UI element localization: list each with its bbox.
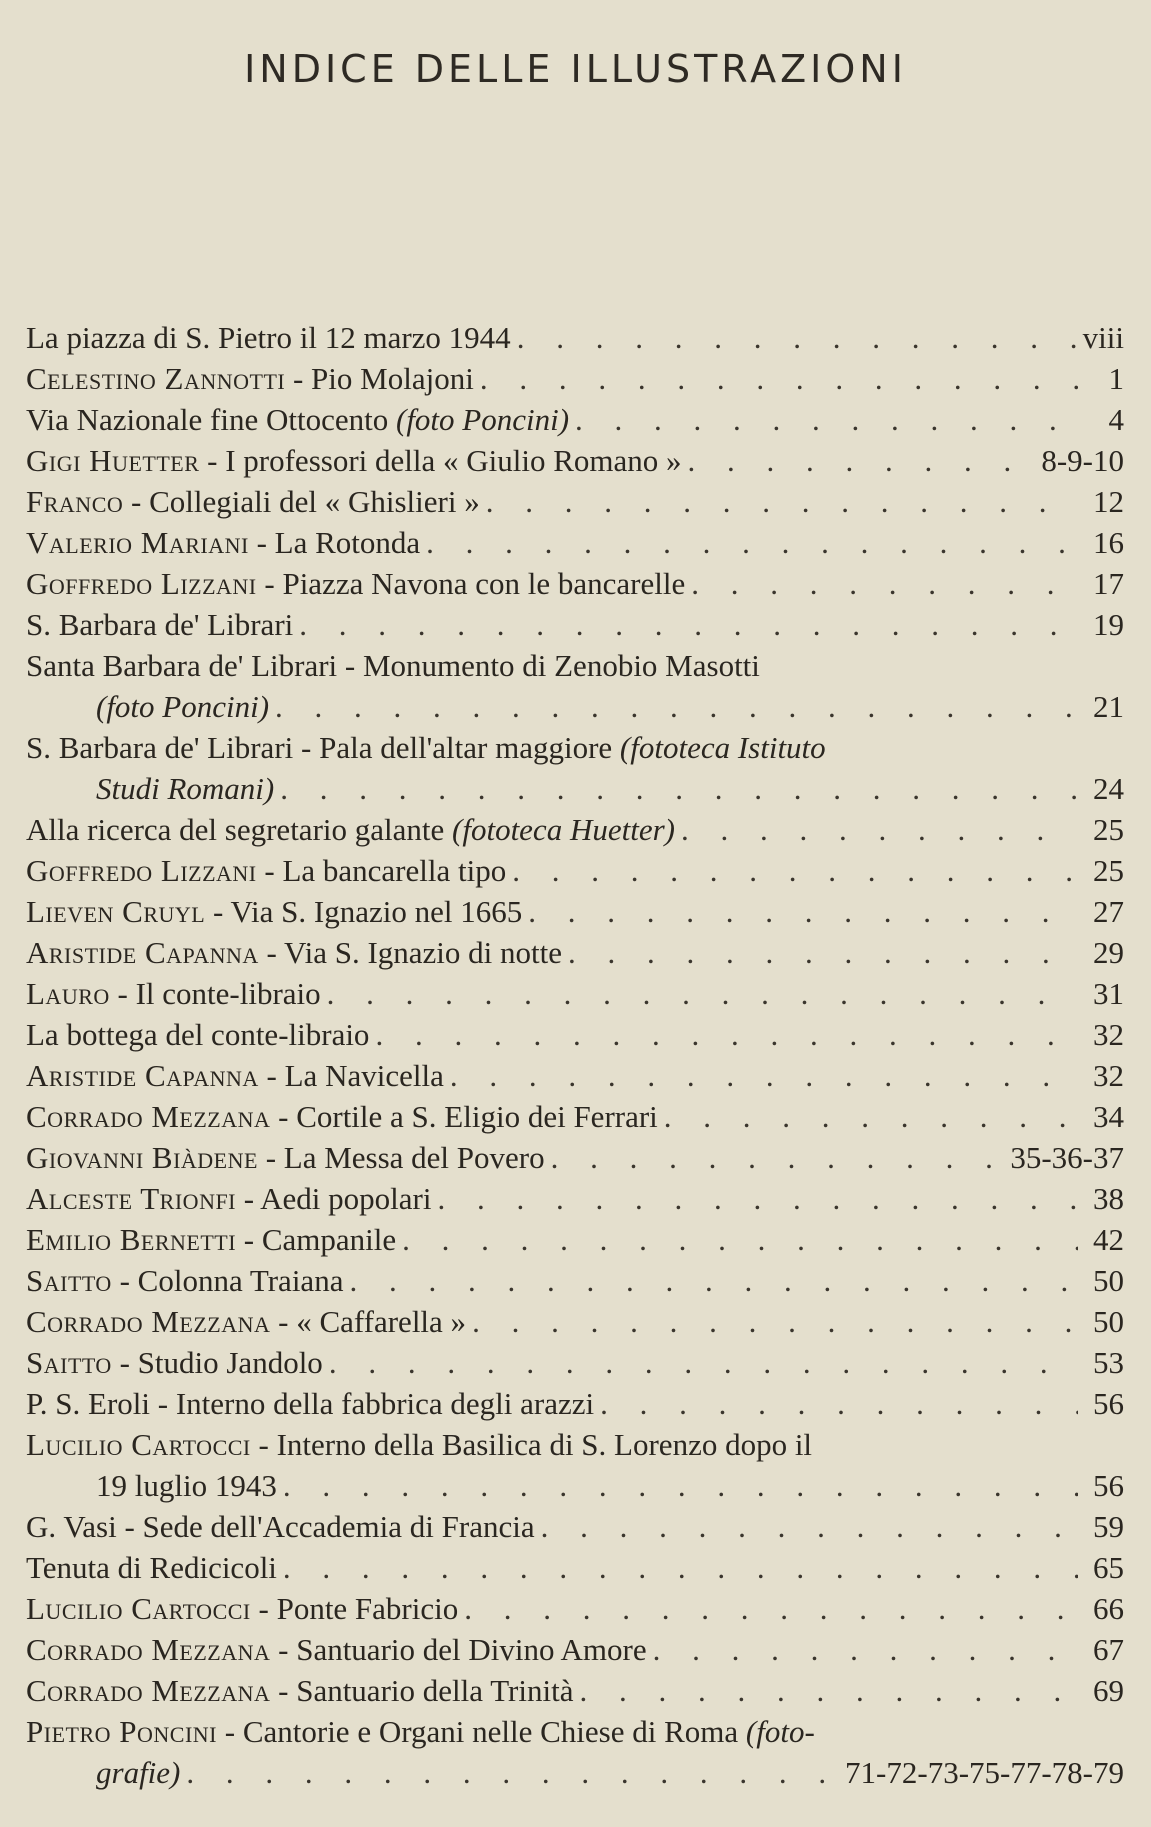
entry-author: Saitto [26,1263,112,1298]
entry-author: Aristide Capanna [26,935,259,970]
entry-page-number: 31 [1093,976,1124,1011]
entry-page-number: 56 [1093,1386,1124,1421]
entry-text [96,686,269,727]
index-entry [26,1670,1124,1711]
entry-title: - Cantorie e Organi nelle Chiese di Roma [217,1714,746,1749]
index-entry [26,1178,1124,1219]
entry-author: Giovanni Biàdene [26,1140,258,1175]
leader-dots [664,1096,1078,1137]
entry-page-number: 17 [1093,566,1124,601]
entry-title: - Via S. Ignazio di notte [258,935,563,970]
entry-author: Alceste Trionfi [26,1181,237,1216]
leader-dots [329,1342,1078,1383]
index-entry [26,317,1124,358]
entry-text [26,481,480,522]
entry-text [26,1383,594,1424]
entry-title: - Cortile a S. Eligio dei Ferrari [270,1099,658,1134]
entry-author: Goffredo Lizzani [26,853,257,888]
entry-page-number: 66 [1093,1591,1124,1626]
entry-text [26,522,420,563]
entry-author: Corrado Mezzana [26,1304,271,1339]
entry-author: Aristide Capanna [26,1058,259,1093]
entry-text [96,1465,277,1506]
index-entry [26,768,1124,809]
entry-author: Corrado Mezzana [26,1099,271,1134]
entry-title: La piazza di S. Pietro il 12 marzo 1944 [26,320,511,355]
index-entry [26,481,1124,522]
entry-text [96,1752,180,1793]
entry-text [26,1260,343,1301]
entry-text [26,1629,647,1670]
entry-title: - I professori della « Giulio Romano » [199,443,682,478]
entry-text [26,1711,815,1752]
index-entry [26,932,1124,973]
entry-title: Alla ricerca del segretario galante [26,812,453,847]
entry-page-number: 65 [1093,1550,1124,1585]
leader-dots [541,1506,1078,1547]
leader-dots [375,1014,1078,1055]
entry-text [26,399,569,440]
entry-title: - Interno della Basilica di S. Lorenzo dopo il [250,1427,813,1462]
index-entry [26,604,1124,645]
entry-page-number: 35-36-37 [1010,1140,1124,1175]
leader-dots [275,686,1078,727]
entry-title: - La Navicella [258,1058,444,1093]
index-entry [26,522,1124,563]
entry-text [26,891,522,932]
entry-page-number: 24 [1093,771,1124,806]
index-entry [26,1260,1124,1301]
entry-title: - La Rotonda [248,525,421,560]
index-entry [26,358,1124,399]
entry-page-number: 53 [1093,1345,1124,1380]
entry-page-number: 38 [1093,1181,1124,1216]
entry-title: La bottega del conte-libraio [26,1017,370,1052]
leader-dots [653,1629,1078,1670]
entry-title: - Aedi popolari [236,1181,432,1216]
leader-dots [472,1301,1078,1342]
entry-text [26,358,474,399]
entry-title: S. Barbara de' Librari [26,607,294,642]
entry-credit: (foto Poncini) [96,689,270,724]
index-entry [26,1424,1124,1465]
entry-title: Via Nazionale fine Ottocento [26,402,396,437]
entry-page-number: 32 [1093,1017,1124,1052]
entry-title: - Via S. Ignazio nel 1665 [205,894,523,929]
entry-title: 19 luglio 1943 [96,1468,277,1503]
index-entry [26,891,1124,932]
entry-author: Corrado Mezzana [26,1673,271,1708]
entry-text [26,1588,458,1629]
entry-title: - La Messa del Povero [257,1140,545,1175]
leader-dots [579,1670,1078,1711]
index-entry [26,1547,1124,1588]
entry-title: Tenuta di Redicicoli [26,1550,277,1585]
index-entry [26,1014,1124,1055]
entry-title: - Studio Jandolo [111,1345,323,1380]
entry-author: Pietro Poncini [26,1714,217,1749]
entry-author: Valerio Mariani [26,525,249,560]
index-entry [26,440,1124,481]
entry-title: - Santuario della Trinità [270,1673,574,1708]
entry-credit: (foto- [745,1714,815,1749]
entry-text [26,727,826,768]
entry-page-number: viii [1082,320,1124,355]
leader-dots [283,1547,1078,1588]
leader-dots [517,317,1077,358]
entry-author: Lucilio Cartocci [26,1427,251,1462]
entry-credit: (foto Poncini) [396,402,570,437]
entry-page-number: 12 [1093,484,1124,519]
index-entry [26,1711,1124,1752]
entry-page-number: 4 [1108,402,1124,437]
index-entry [26,399,1124,440]
index-entry [26,1629,1124,1670]
index-entry [26,1752,1124,1793]
illustration-index [26,317,1124,1793]
entry-author: Lucilio Cartocci [26,1591,251,1626]
entry-text [26,1014,369,1055]
entry-page-number: 69 [1093,1673,1124,1708]
entry-text [26,1506,535,1547]
entry-title: - Colonna Traiana [111,1263,344,1298]
leader-dots [568,932,1078,973]
entry-page-number: 27 [1093,894,1124,929]
index-entry [26,1137,1124,1178]
leader-dots [349,1260,1078,1301]
entry-title: - « Caffarella » [270,1304,467,1339]
entry-text [26,604,293,645]
leader-dots [437,1178,1078,1219]
entry-page-number: 50 [1093,1263,1124,1298]
entry-page-number: 32 [1093,1058,1124,1093]
entry-page-number: 25 [1093,853,1124,888]
entry-text [26,317,511,358]
entry-text [26,1670,573,1711]
leader-dots [327,973,1078,1014]
entry-text [26,1137,545,1178]
entry-author: Corrado Mezzana [26,1632,271,1667]
index-entry [26,727,1124,768]
entry-author: Gigi Huetter [26,443,200,478]
index-entry [26,1342,1124,1383]
entry-credit: (fototeca Istituto [619,730,826,765]
leader-dots [186,1752,839,1793]
leader-dots [528,891,1078,932]
leader-dots [426,522,1078,563]
entry-page-number: 67 [1093,1632,1124,1667]
entry-text [26,1055,444,1096]
index-entry [26,1219,1124,1260]
leader-dots [691,563,1078,604]
entry-credit: grafie) [96,1755,181,1790]
entry-page-number: 59 [1093,1509,1124,1544]
entry-page-number: 42 [1093,1222,1124,1257]
entry-author: Goffredo Lizzani [26,566,257,601]
leader-dots [486,481,1078,522]
index-entry [26,1465,1124,1506]
entry-text [26,563,685,604]
index-entry [26,1301,1124,1342]
entry-text [26,645,760,686]
leader-dots [464,1588,1078,1629]
index-entry [26,1096,1124,1137]
entry-author: Emilio Bernetti [26,1222,237,1257]
entry-title: - Campanile [236,1222,397,1257]
leader-dots [450,1055,1078,1096]
index-entry [26,850,1124,891]
entry-credit: Studi Romani) [96,771,275,806]
entry-text [26,1301,466,1342]
page-title: INDICE DELLE ILLUSTRAZIONI [244,47,907,92]
entry-text [26,809,675,850]
entry-title: - Pio Molajoni [285,361,474,396]
entry-text [26,1178,431,1219]
entry-text [26,1547,277,1588]
entry-page-number: 25 [1093,812,1124,847]
entry-title: - La bancarella tipo [256,853,507,888]
entry-page-number: 29 [1093,935,1124,970]
entry-author: Lauro [26,976,110,1011]
entry-credit: (fototeca Huetter) [452,812,675,847]
entry-text [26,1342,323,1383]
entry-title: - Il conte-libraio [109,976,321,1011]
entry-text [26,932,562,973]
entry-author: Celestino Zannotti [26,361,286,396]
index-entry [26,1506,1124,1547]
leader-dots [283,1465,1078,1506]
leader-dots [299,604,1078,645]
entry-text [26,1219,396,1260]
entry-title: - Santuario del Divino Amore [270,1632,647,1667]
entry-text [96,768,274,809]
entry-title: S. Barbara de' Librari - Pala dell'altar maggiore [26,730,620,765]
entry-page-number: 21 [1093,689,1124,724]
entry-title: P. S. Eroli - Interno della fabbrica degli arazzi [26,1386,595,1421]
leader-dots [575,399,1078,440]
leader-dots [480,358,1078,399]
entry-page-number: 50 [1093,1304,1124,1339]
leader-dots [280,768,1078,809]
leader-dots [681,809,1078,850]
entry-text [26,1424,812,1465]
entry-page-number: 1 [1108,361,1124,396]
index-entry [26,645,1124,686]
index-entry [26,1588,1124,1629]
entry-title: Santa Barbara de' Librari - Monumento di Zenobio Masotti [26,648,760,683]
entry-text [26,440,682,481]
entry-page-number: 16 [1093,525,1124,560]
entry-title: G. Vasi - Sede dell'Accademia di Francia [26,1509,535,1544]
entry-page-number: 56 [1093,1468,1124,1503]
leader-dots [402,1219,1078,1260]
entry-page-number: 34 [1093,1099,1124,1134]
entry-author: Lieven Cruyl [26,894,206,929]
entry-author: Saitto [26,1345,112,1380]
index-entry [26,809,1124,850]
leader-dots [551,1137,1005,1178]
leader-dots [600,1383,1078,1424]
entry-author: Franco [26,484,124,519]
index-entry [26,1055,1124,1096]
index-entry [26,973,1124,1014]
leader-dots [512,850,1078,891]
entry-page-number: 19 [1093,607,1124,642]
index-entry [26,686,1124,727]
entry-page-number: 71-72-73-75-77-78-79 [845,1755,1124,1790]
leader-dots [688,440,1036,481]
index-entry [26,1383,1124,1424]
entry-title: - Ponte Fabricio [250,1591,459,1626]
entry-title: - Piazza Navona con le bancarelle [256,566,686,601]
entry-page-number: 8-9-10 [1041,443,1124,478]
entry-title: - Collegiali del « Ghislieri » [123,484,480,519]
index-entry [26,563,1124,604]
entry-text [26,973,321,1014]
entry-text [26,1096,658,1137]
entry-text [26,850,506,891]
